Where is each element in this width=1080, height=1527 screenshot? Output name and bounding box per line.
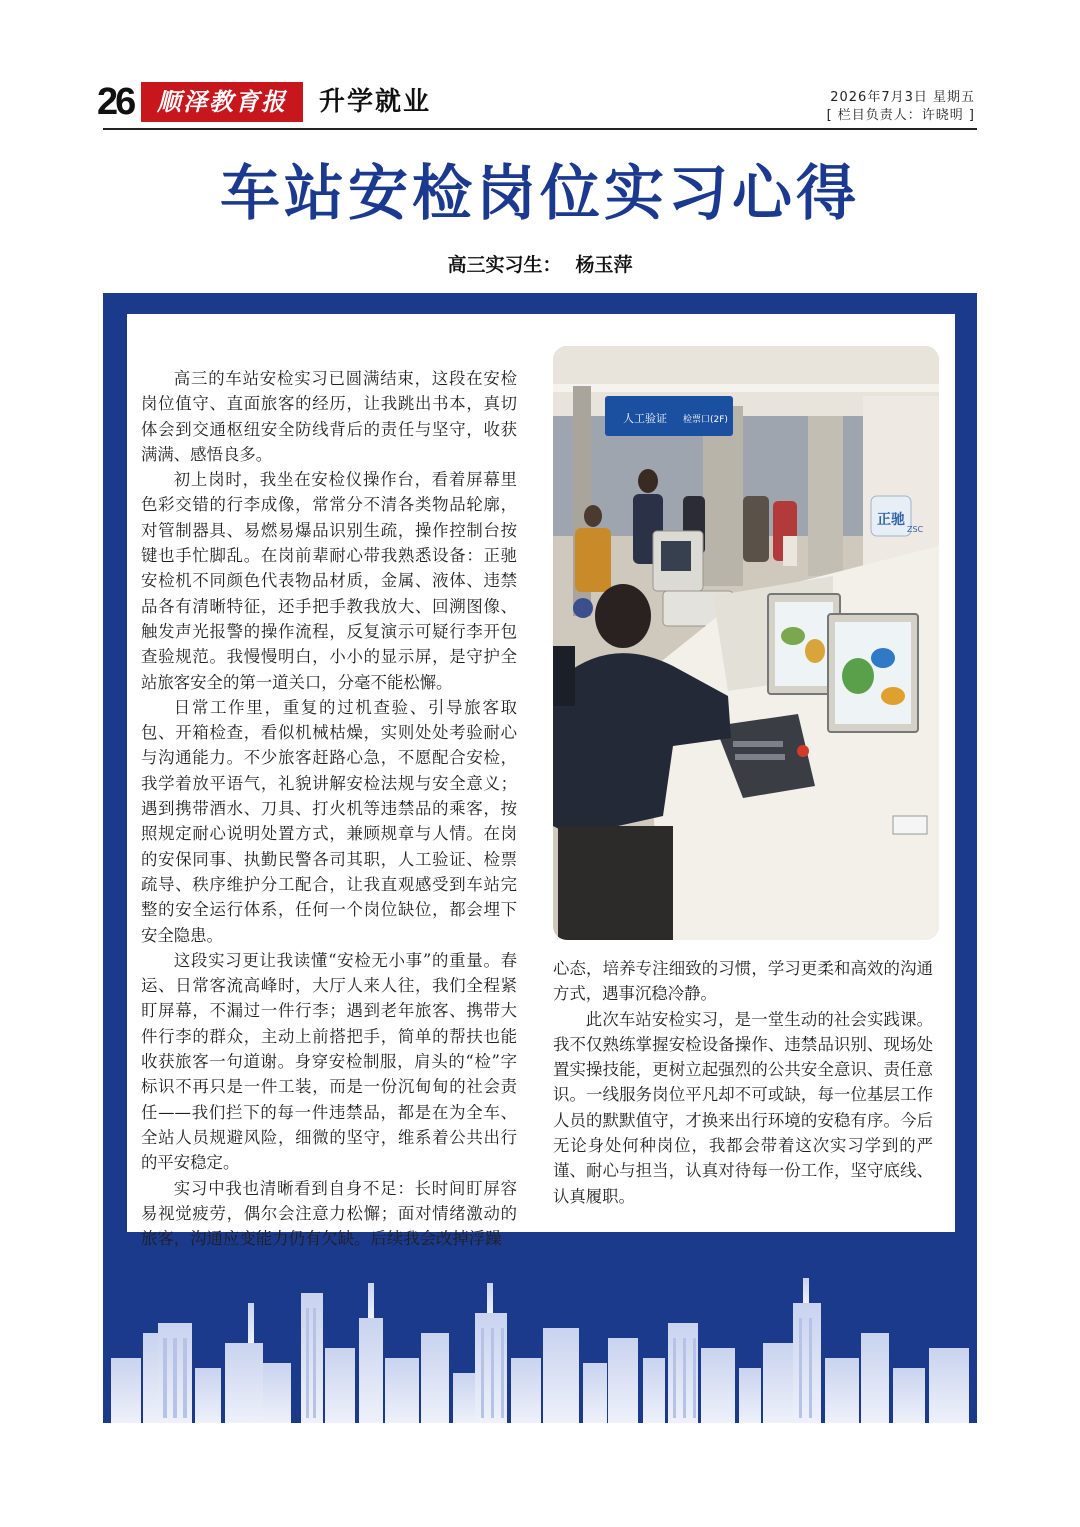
left-column bbox=[141, 366, 517, 1251]
paragraph: 这段实习更让我读懂“安检无小事”的重量。春运、日常客流高峰时，大厅人来人往，我们全程紧盯屏幕，不漏过一件行李；遇到老年旅客、携带大件行李的群众，主动上前搭把手，简单的帮扶也能收获旅客一句道谢。身穿安检制服，肩头的“检”字标识不再只是一件工装，而是一份沉甸甸的社会责任——我们拦下的每一件违禁品，都是在为全车、全站人员规避风险，细微的坚守，维系着公共出行的平安稳定。 bbox=[141, 950, 517, 1173]
security-checkpoint-photo bbox=[553, 346, 939, 940]
operator-head bbox=[595, 584, 651, 648]
paragraph: 高三的车站安检实习已圆满结束，这段在安检岗位值守、直面旅客的经历，让我跳出书本，真切体会到交通枢纽安全防线背后的责任与坚守，收获满满、感悟良多。 bbox=[141, 369, 517, 464]
page-number: 26 bbox=[97, 81, 134, 123]
article-body bbox=[127, 314, 955, 1249]
article-frame bbox=[103, 293, 977, 1423]
byline bbox=[0, 250, 1080, 277]
byline-author: 杨玉萍 bbox=[575, 254, 633, 276]
city-skyline-illustration bbox=[103, 1263, 977, 1423]
newspaper-logo: 顺泽教育报 bbox=[141, 82, 303, 122]
right-column bbox=[553, 956, 933, 1209]
sign-ticket-text: 检票口(2F) bbox=[683, 415, 728, 425]
column-editor: [ 栏目负责人：许晓明 ] bbox=[826, 108, 975, 123]
brand-mark: 正驰 bbox=[877, 512, 905, 528]
masthead bbox=[97, 78, 977, 134]
brand-abbr: ZSC bbox=[907, 525, 924, 534]
sign-manual-text: 人工验证 bbox=[623, 412, 667, 425]
issue-date: 2026年7月3日 星期五 bbox=[830, 90, 975, 105]
paragraph-continuation: 心态，培养专注细致的习惯，学习更柔和高效的沟通方式，遇事沉稳冷静。 bbox=[553, 959, 933, 1004]
article-photo bbox=[553, 346, 939, 940]
paragraph: 日常工作里，重复的过机查验、引导旅客取包、开箱检查，看似机械枯燥，实则处处考验耐心与沟通能力。不少旅客赶路心急，不愿配合安检，我学着放平语气，礼貌讲解安检法规与安全意义；遇到携带酒水、刀具、打火机等违禁品的乘客，按照规定耐心说明处置方式，兼顾规章与人情。在岗的安保同事、执勤民警各司其职，人工验证、检票疏导、秩序维护分工配合，让我直观感受到车站完整的安全运行体系，任何一个岗位缺位，都会埋下安全隐患。 bbox=[141, 697, 517, 945]
section-title: 升学就业 bbox=[319, 87, 432, 117]
paragraph: 此次车站安检实习，是一堂生动的社会实践课。我不仅熟练掌握安检设备操作、违禁品识别、现场处置实操技能，更树立起强烈的公共安全意识、责任意识。一线服务岗位平凡却不可或缺，每一位基层工作人员的默默值守，才换来出行环境的安稳有序。今后无论身处何种岗位，我都会带着这次实习学到的严谨、耐心与担当，认真对待每一份工作，坚守底线、认真履职。 bbox=[553, 1009, 933, 1206]
paragraph: 实习中我也清晰看到自身不足：长时间盯屏容易视觉疲劳，偶尔会注意力松懈；面对情绪激动的旅客，沟通应变能力仍有欠缺。后续我会改掉浮躁 bbox=[141, 1178, 517, 1249]
paragraph: 初上岗时，我坐在安检仪操作台，看着屏幕里色彩交错的行李成像，常常分不清各类物品轮廓，对管制器具、易燃易爆品识别生疏，操作控制台按键也手忙脚乱。在岗前辈耐心带我熟悉设备：正驰安检机不同颜色代表物品材质，金属、液体、违禁品各有清晰特征，还手把手教我放大、回溯图像、触发声光报警的操作流程，反复演示可疑行李开包查验规范。我慢慢明白，小小的显示屏，是守护全站旅客安全的第一道关口，分毫不能松懈。 bbox=[141, 470, 517, 692]
byline-role: 高三实习生： bbox=[447, 254, 562, 276]
header-rule bbox=[103, 128, 977, 130]
article-title: 车站安检岗位实习心得 bbox=[220, 159, 860, 229]
